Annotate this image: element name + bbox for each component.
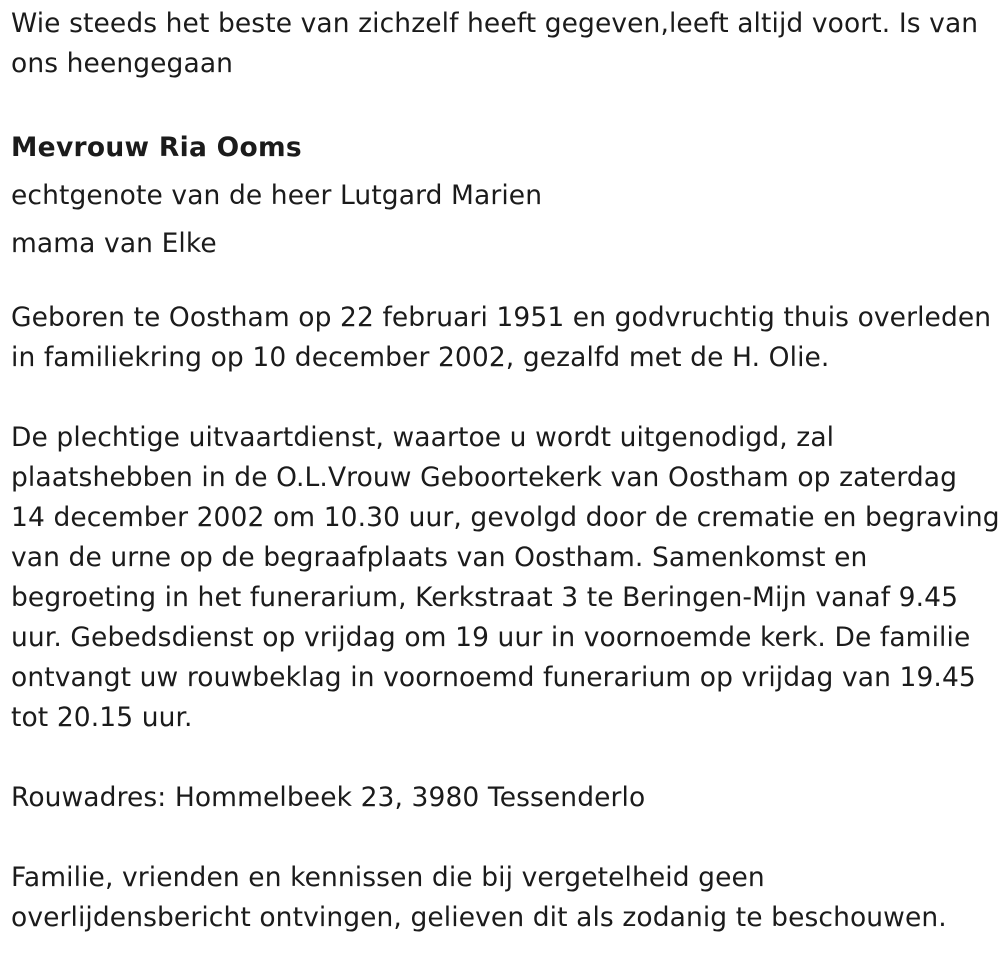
spacer	[11, 268, 993, 298]
closing-section	[11, 858, 993, 938]
service-line: van de urne op de begraafplaats van Oostham. Samenkomst en	[11, 542, 868, 573]
service-line: ontvangt uw rouwbeklag in voornoemd funerarium op vrijdag van 19.45	[11, 662, 976, 693]
spacer	[11, 84, 993, 124]
intro-section	[11, 4, 993, 84]
relation-line: echtgenote van de heer Lutgard Marien	[11, 180, 543, 211]
service-section	[11, 418, 1000, 738]
mourning-address: Rouwadres: Hommelbeek 23, 3980 Tessenderlo	[11, 782, 646, 813]
service-line: 14 december 2002 om 10.30 uur, gevolgd door de crematie en begraving	[11, 502, 1000, 533]
closing-line: Familie, vrienden en kennissen die bij vergetelheid geen	[11, 862, 765, 893]
service-line: De plechtige uitvaartdienst, waartoe u wordt uitgenodigd, zal	[11, 422, 835, 453]
birth-death-line: Geboren te Oostham op 22 februari 1951 en godvruchtig thuis overleden	[11, 302, 992, 333]
service-line: uur. Gebedsdienst op vrijdag om 19 uur in voornoemde kerk. De familie	[11, 622, 971, 653]
spacer	[11, 818, 993, 858]
relation-line: mama van Elke	[11, 228, 217, 259]
deceased-name: Mevrouw Ria Ooms	[11, 132, 302, 163]
spacer	[11, 378, 993, 418]
address-section	[11, 778, 993, 818]
service-line: tot 20.15 uur.	[11, 702, 193, 733]
deceased-section	[11, 124, 993, 268]
death-notice	[11, 4, 1000, 938]
closing-line: overlijdensbericht ontvingen, gelieven dit als zodanig te beschouwen.	[11, 902, 947, 933]
spacer	[11, 738, 993, 778]
intro-line: ons heengegaan	[11, 48, 234, 79]
birth-death-section	[11, 298, 993, 378]
intro-line: Wie steeds het beste van zichzelf heeft gegeven,leeft altijd voort. Is van	[11, 8, 979, 39]
service-line: begroeting in het funerarium, Kerkstraat 3 te Beringen-Mijn vanaf 9.45	[11, 582, 959, 613]
service-line: plaatshebben in de O.L.Vrouw Geboortekerk van Oostham op zaterdag	[11, 462, 958, 493]
birth-death-line: in familiekring op 10 december 2002, gezalfd met de H. Olie.	[11, 342, 830, 373]
